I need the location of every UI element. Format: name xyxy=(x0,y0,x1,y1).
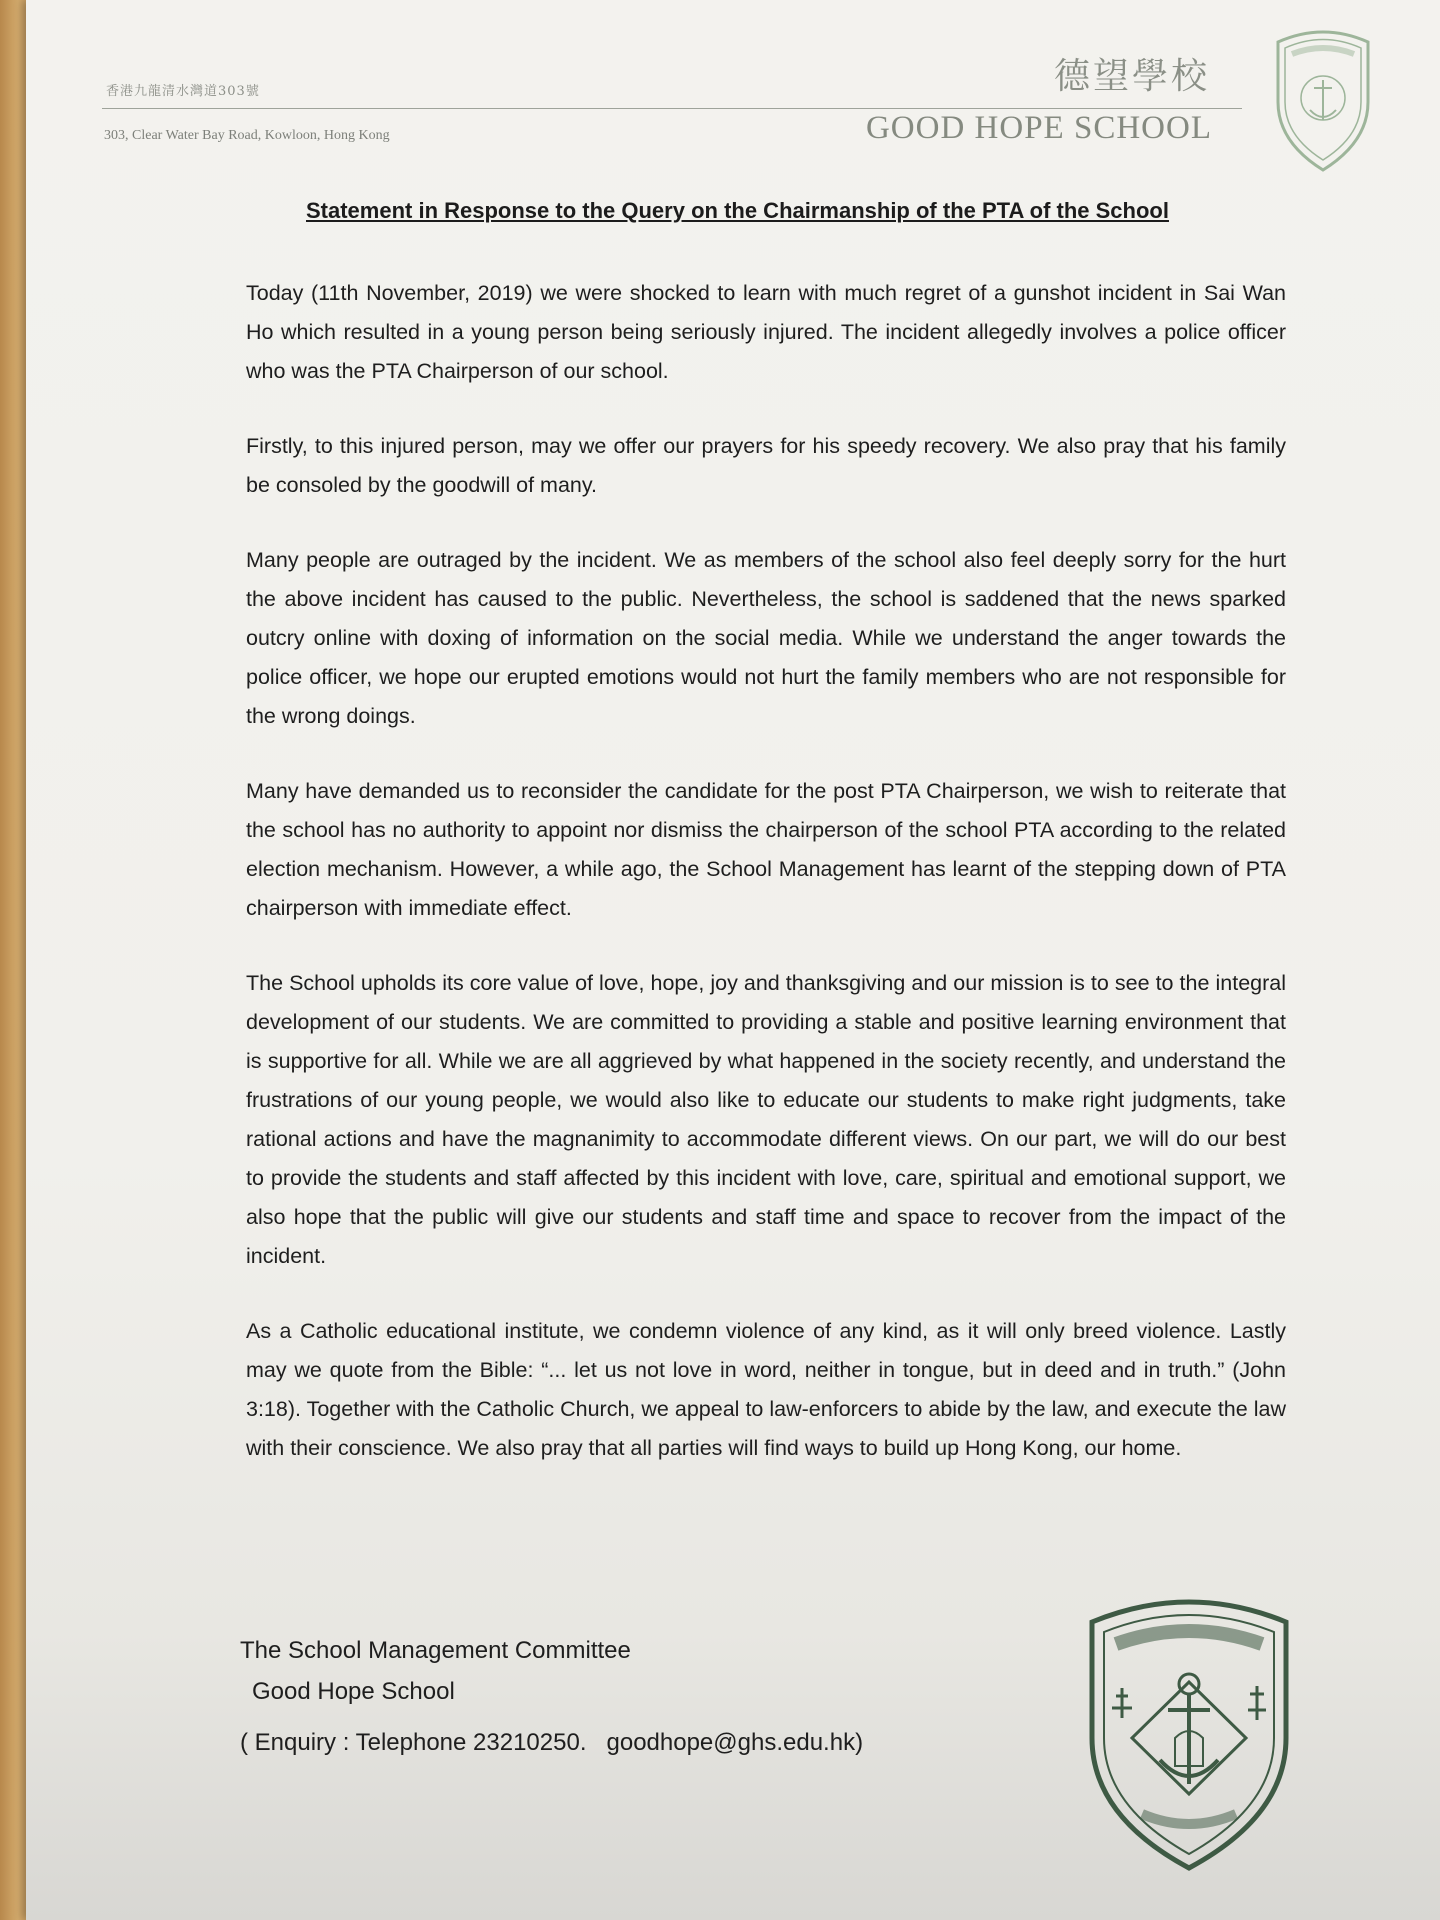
paragraph: Today (11th November, 2019) we were shocked to learn with much regret of a gunshot incident in Sai Wan Ho which resulted in a young person being seriously injured. The incident allegedly involves a police officer who was the PTA Chairperson of our school. xyxy=(246,281,1286,383)
statement-title: Statement in Response to the Query on the Chairmanship of the PTA of the School xyxy=(306,198,1169,223)
school-seal-stamp-icon xyxy=(1082,1588,1296,1872)
paragraph: Many have demanded us to reconsider the candidate for the post PTA Chairperson, we wish to reiterate that the school has no authority to appoint nor dismiss the chairperson of the school PTA according to the related election mechanism. However, a while ago, the School Management has learnt of the stepping down of PTA chairperson with immediate effect. xyxy=(246,779,1286,920)
header-divider xyxy=(102,108,1242,109)
address-english: 303, Clear Water Bay Road, Kowloon, Hong Kong xyxy=(104,128,390,143)
address-chinese: 香港九龍清水灣道303號 xyxy=(106,84,260,99)
signature-block xyxy=(240,1630,863,1763)
school-crest-icon xyxy=(1270,24,1376,174)
school-name-english: GOOD HOPE SCHOOL xyxy=(865,110,1212,146)
paragraph: Many people are outraged by the incident. We as members of the school also feel deeply sorry for the hurt the above incident has caused to the public. Nevertheless, the school is saddened that the news sparked outcry online with doxing of information on the social media. While we understand the anger towards the police officer, we hope our erupted emotions would not hurt the family members who are not responsible for the wrong doings. xyxy=(246,548,1286,728)
enquiry-telephone: ( Enquiry : Telephone 23210250. xyxy=(240,1729,587,1756)
paragraph: As a Catholic educational institute, we condemn violence of any kind, as it will only breed violence. Lastly may we quote from the Bible: “... let us not love in word, neither in tongue, but in deed and in truth.” (John 3:18). Together with the Catholic Church, we appeal to law-enforcers to abide by the law, and execute the law with their conscience. We also pray that all parties will find ways to build up Hong Kong, our home. xyxy=(246,1319,1286,1460)
letter-sheet xyxy=(26,0,1440,1920)
committee-name: The School Management Committee xyxy=(240,1637,631,1664)
enquiry-line xyxy=(240,1722,863,1763)
school-name-chinese: 德望學校 xyxy=(1053,56,1210,97)
school-name-signature: Good Hope School xyxy=(252,1678,455,1705)
enquiry-email[interactable]: goodhope@ghs.edu.hk) xyxy=(606,1729,864,1756)
paragraph: The School upholds its core value of love, hope, joy and thanksgiving and our mission is to see to the integral development of our students. We are committed to providing a stable and positive learning environment that is supportive for all. While we are all aggrieved by what happened in the society recently, and understand the frustrations of our young people, we would also like to educate our students to make right judgments, take rational actions and have the magnanimity to accommodate different views. On our part, we will do our best to provide the students and staff affected by this incident with love, care, spiritual and emotional support, we also hope that the public will give our students and staff time and space to recover from the impact of the incident. xyxy=(246,971,1286,1268)
statement-body xyxy=(246,274,1286,1504)
paragraph: Firstly, to this injured person, may we offer our prayers for his speedy recovery. We also pray that his family be consoled by the goodwill of many. xyxy=(246,434,1286,497)
